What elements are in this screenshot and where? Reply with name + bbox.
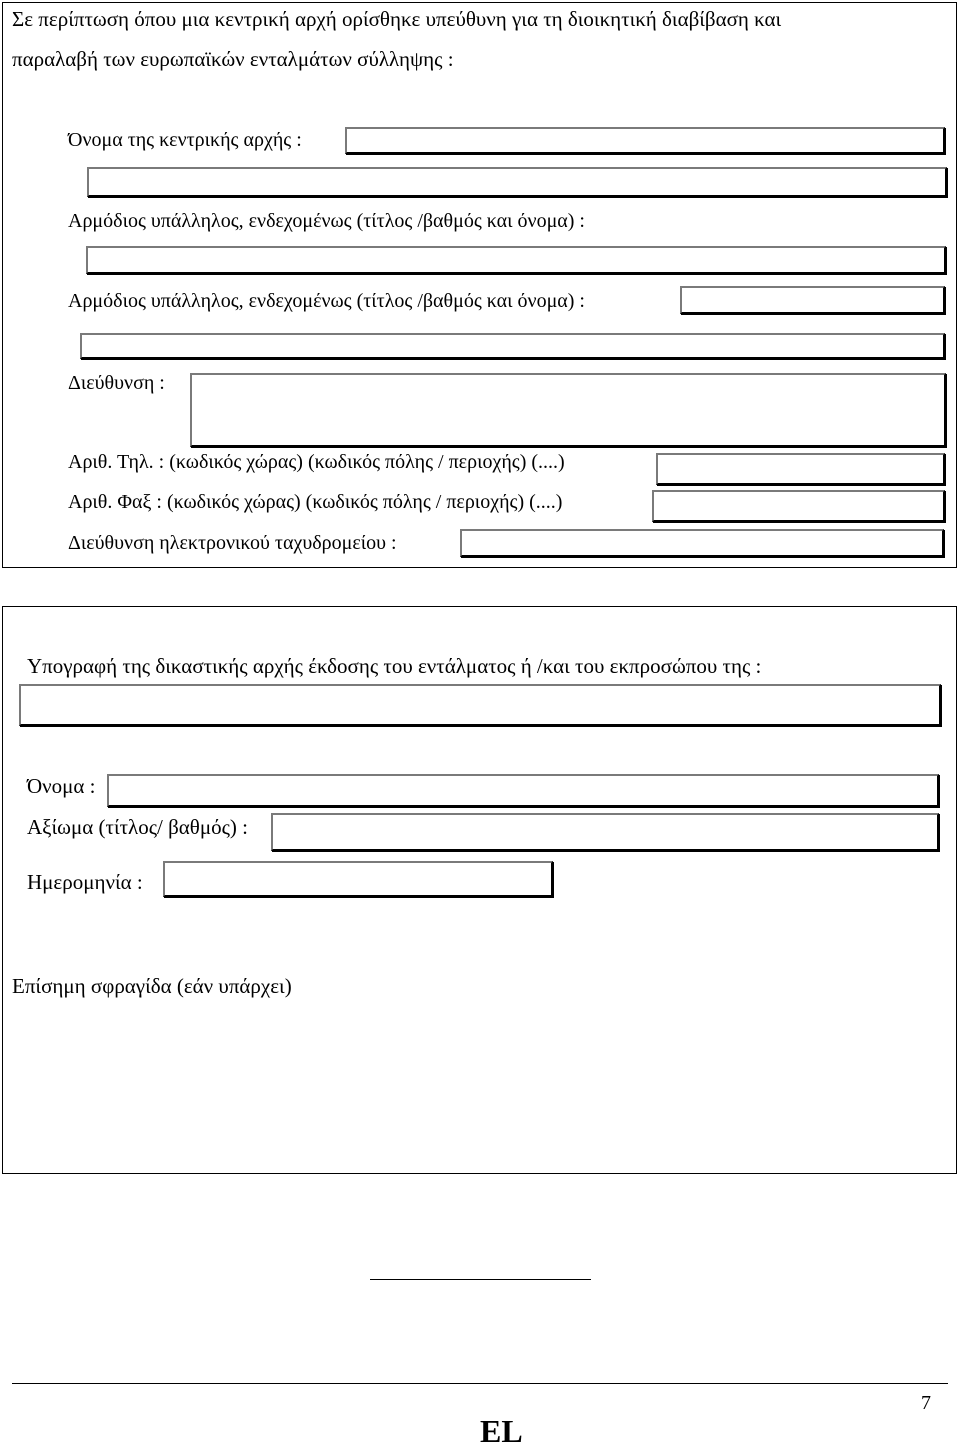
official-field-1[interactable] — [86, 246, 946, 274]
address-label: Διεύθυνση : — [68, 372, 165, 394]
authority-name-field[interactable] — [345, 127, 945, 154]
intro-text-line-2: παραλαβή των ευρωπαϊκών ενταλμάτων σύλληψης : — [12, 47, 454, 71]
email-field[interactable] — [460, 529, 944, 557]
name-field[interactable] — [107, 774, 939, 807]
official-label-1: Αρμόδιος υπάλληλος, ενδεχομένως (τίτλος /βαθμός και όνομα) : — [68, 210, 585, 232]
official-stamp-label: Επίσημη σφραγίδα (εάν υπάρχει) — [12, 974, 292, 998]
name-label: Όνομα : — [27, 774, 96, 798]
authority-name-field-continued[interactable] — [87, 167, 947, 197]
authority-name-label: Όνομα της κεντρικής αρχής : — [68, 129, 302, 151]
fax-label: Αριθ. Φαξ : (κωδικός χώρας) (κωδικός πόλης / περιοχής) (....) — [68, 491, 563, 513]
address-field[interactable] — [190, 373, 946, 447]
official-label-2: Αρμόδιος υπάλληλος, ενδεχομένως (τίτλος /βαθμός και όνομα) : — [68, 290, 585, 312]
intro-text-line-1: Σε περίπτωση όπου μια κεντρική αρχή ορίσθηκε υπεύθυνη για τη διοικητική διαβίβαση και — [12, 7, 782, 31]
rank-label: Αξίωμα (τίτλος/ βαθμός) : — [27, 815, 249, 839]
page-number: 7 — [921, 1392, 931, 1414]
signature-label: Υπογραφή της δικαστικής αρχής έκδοσης του εντάλματος ή /και του εκπροσώπου της : — [27, 654, 762, 678]
official-field-2[interactable] — [680, 286, 945, 314]
rank-field[interactable] — [271, 813, 939, 851]
fax-field[interactable] — [652, 490, 945, 522]
date-label: Ημερομηνία : — [27, 870, 143, 894]
language-code: EL — [480, 1413, 523, 1449]
phone-field[interactable] — [656, 453, 945, 485]
footnote-separator — [370, 1279, 591, 1280]
footer-rule — [12, 1383, 948, 1384]
official-field-2-continued[interactable] — [80, 333, 945, 359]
signature-field[interactable] — [19, 684, 941, 726]
email-label: Διεύθυνση ηλεκτρονικού ταχυδρομείου : — [68, 532, 397, 554]
date-field[interactable] — [163, 861, 553, 897]
phone-label: Αριθ. Τηλ. : (κωδικός χώρας) (κωδικός πόλης / περιοχής) (....) — [68, 451, 565, 473]
